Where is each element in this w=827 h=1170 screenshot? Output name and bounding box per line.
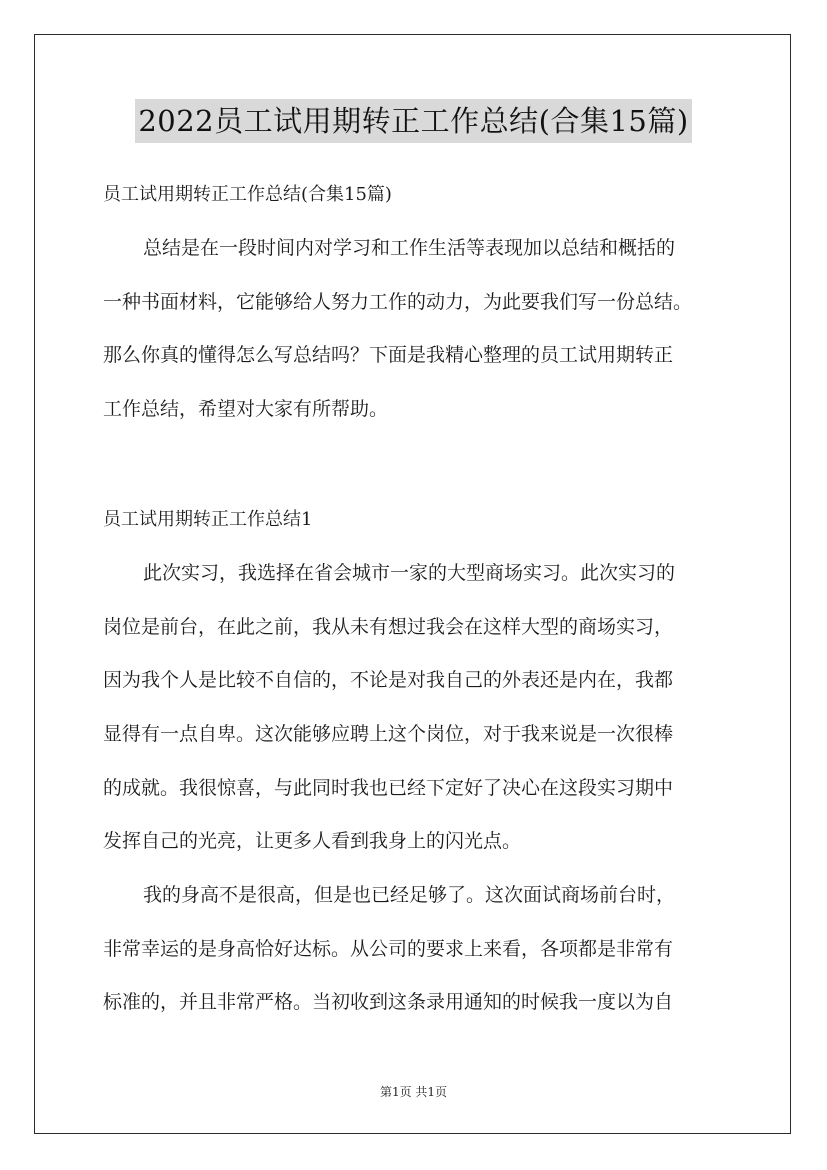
intro-line-4: 工作总结，希望对大家有所帮助。	[103, 398, 389, 420]
paragraph-1-line-3: 因为我个人是比较不自信的，不论是对我自己的外表还是内在，我都	[103, 669, 674, 691]
paragraph-1-line-5: 的成就。我很惊喜，与此同时我也已经下定好了决心在这段实习期中	[103, 777, 674, 799]
paragraph-2-line-2: 非常幸运的是身高恰好达标。从公司的要求上来看，各项都是非常有	[103, 938, 674, 960]
section-heading: 员工试用期转正工作总结1	[103, 509, 313, 530]
paragraph-1-line-6: 发挥自己的光亮，让更多人看到我身上的闪光点。	[103, 830, 522, 852]
paragraph-2-line-1: 我的身高不是很高，但是也已经足够了。这次面试商场前台时，	[143, 884, 676, 906]
document-subtitle: 员工试用期转正工作总结(合集15篇)	[103, 184, 392, 205]
page-footer: 第1页 共1页	[379, 1085, 448, 1099]
paragraph-1-line-1: 此次实习，我选择在省会城市一家的大型商场实习。此次实习的	[143, 562, 676, 584]
paragraph-2-line-3: 标准的，并且非常严格。当初收到这条录用通知的时候我一度以为自	[103, 991, 674, 1013]
paragraph-1-line-4: 显得有一点自卑。这次能够应聘上这个岗位，对于我来说是一次很棒	[103, 723, 674, 745]
title-container	[0, 99, 827, 143]
document-title: 2022员工试用期转正工作总结(合集15篇)	[135, 99, 691, 143]
paragraph-1-line-2: 岗位是前台，在此之前，我从未有想过我会在这样大型的商场实习，	[103, 616, 674, 638]
intro-line-1: 总结是在一段时间内对学习和工作生活等表现加以总结和概括的	[143, 237, 676, 259]
intro-line-3: 那么你真的懂得怎么写总结吗？下面是我精心整理的员工试用期转正	[103, 344, 674, 366]
intro-line-2: 一种书面材料，它能够给人努力工作的动力，为此要我们写一份总结。	[103, 291, 693, 313]
